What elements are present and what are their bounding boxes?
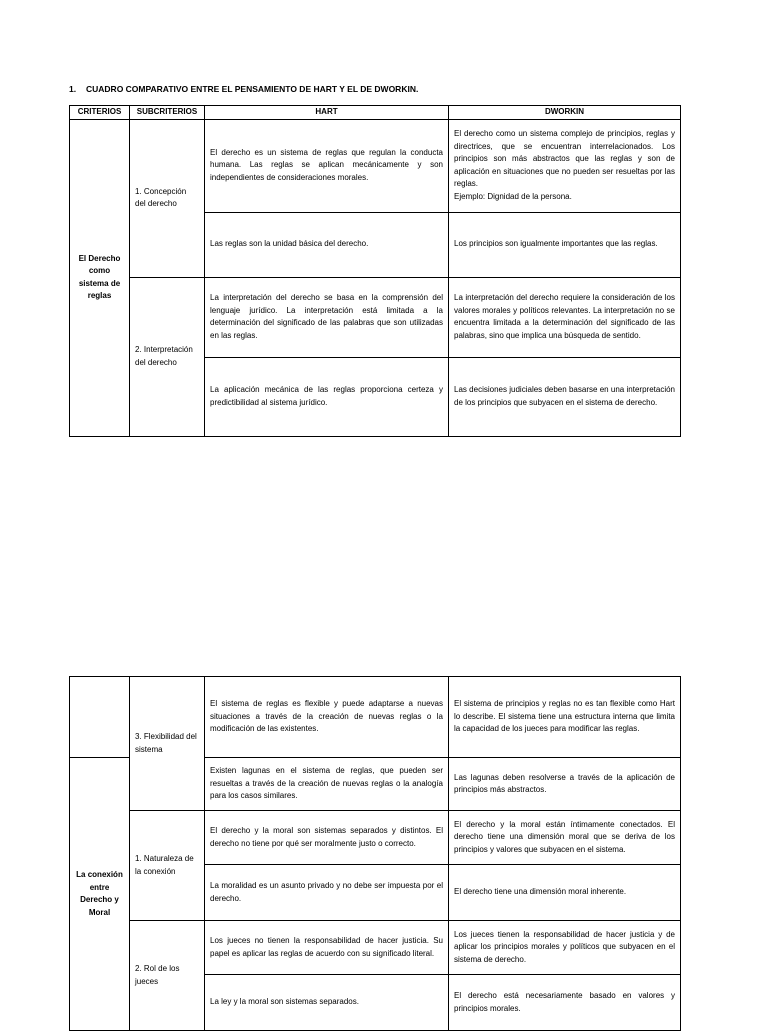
dworkin-example: Ejemplo: Dignidad de la persona. [454, 191, 572, 201]
dworkin-cell: La interpretación del derecho requiere la consideración de los valores morales y políticos relevantes. La interpretación no se encuentra limitada a la determinación del significado de las palabras, sino que implica una búsqueda de sentido. [449, 277, 681, 357]
criterion-cell: La conexión entre Derecho y Moral [70, 758, 130, 1031]
subcriterion-cell: 3. Flexibilidad del sistema [130, 677, 205, 811]
hart-cell: Las reglas son la unidad básica del derecho. [205, 212, 449, 277]
criterion-cell: El Derecho como sistema de reglas [70, 119, 130, 436]
criterion-cell-empty [70, 677, 130, 758]
subcriterion-cell: 2. Interpretación del derecho [130, 277, 205, 436]
hart-cell: La aplicación mecánica de las reglas proporciona certeza y predictibilidad al sistema jurídico. [205, 357, 449, 436]
hart-cell: El derecho es un sistema de reglas que regulan la conducta humana. Las reglas se aplican mecánicamente y son independientes de consideraciones morales. [205, 119, 449, 212]
table-row [70, 677, 681, 758]
hart-cell: La moralidad es un asunto privado y no debe ser impuesta por el derecho. [205, 865, 449, 921]
subcriterion-cell: 2. Rol de los jueces [130, 921, 205, 1031]
table-row [70, 811, 681, 865]
page-title [69, 84, 418, 94]
header-dworkin: DWORKIN [449, 106, 681, 120]
dworkin-cell: El derecho está necesariamente basado en valores y principios morales. [449, 975, 681, 1031]
table-row [70, 277, 681, 357]
dworkin-cell: Los jueces tienen la responsabilidad de hacer justicia y de aplicar los principios morales y políticos que subyacen en el sistema de derecho. [449, 921, 681, 975]
subcriterion-cell: 1. Naturaleza de la conexión [130, 811, 205, 921]
comparison-table-1 [69, 105, 681, 437]
table-row [70, 921, 681, 975]
header-criterios: CRITERIOS [70, 106, 130, 120]
hart-cell: El sistema de reglas es flexible y puede adaptarse a nuevas situaciones a través de la creación de nuevas reglas o la modificación de las existentes. [205, 677, 449, 758]
dworkin-cell: Las decisiones judiciales deben basarse en una interpretación de los principios que subyacen en el sistema de derecho. [449, 357, 681, 436]
dworkin-cell: Los principios son igualmente importantes que las reglas. [449, 212, 681, 277]
header-row [70, 106, 681, 120]
dworkin-cell: El derecho tiene una dimensión moral inherente. [449, 865, 681, 921]
header-hart: HART [205, 106, 449, 120]
header-subcriterios: SUBCRITERIOS [130, 106, 205, 120]
dworkin-cell: Las lagunas deben resolverse a través de la aplicación de principios más abstractos. [449, 758, 681, 811]
dworkin-cell: El derecho y la moral están íntimamente conectados. El derecho tiene una dimensión moral que se deriva de los principios y valores que subyacen en el sistema. [449, 811, 681, 865]
hart-cell: Existen lagunas en el sistema de reglas, que pueden ser resueltas a través de la creación de nuevas reglas o la analogía para los casos similares. [205, 758, 449, 811]
subcriterion-cell: 1. Concepción del derecho [130, 119, 205, 277]
comparison-table-2 [69, 676, 681, 1031]
heading-number: 1. [69, 84, 77, 94]
dworkin-text: El derecho como un sistema complejo de principios, reglas y directrices, que se encuentran interrelacionados. Los principios son más abstractos que las reglas y son de aplicación en situaciones que no pueden ser resueltas por las reglas. [454, 129, 675, 188]
hart-cell: La interpretación del derecho se basa en la comprensión del lenguaje jurídico. La interpretación está limitada a la determinación del significado de las palabras que son utilizadas en las reglas. [205, 277, 449, 357]
hart-cell: El derecho y la moral son sistemas separados y distintos. El derecho no tiene por qué ser moralmente justo o correcto. [205, 811, 449, 865]
table-row [70, 119, 681, 212]
heading-text: CUADRO COMPARATIVO ENTRE EL PENSAMIENTO DE HART Y EL DE DWORKIN. [86, 84, 419, 94]
hart-cell: La ley y la moral son sistemas separados. [205, 975, 449, 1031]
hart-cell: Los jueces no tienen la responsabilidad de hacer justicia. Su papel es aplicar las reglas de acuerdo con su significado literal. [205, 921, 449, 975]
dworkin-cell: El sistema de principios y reglas no es tan flexible como Hart lo describe. El sistema tiene una estructura interna que limita la capacidad de los jueces para modificar las reglas. [449, 677, 681, 758]
dworkin-cell [449, 119, 681, 212]
